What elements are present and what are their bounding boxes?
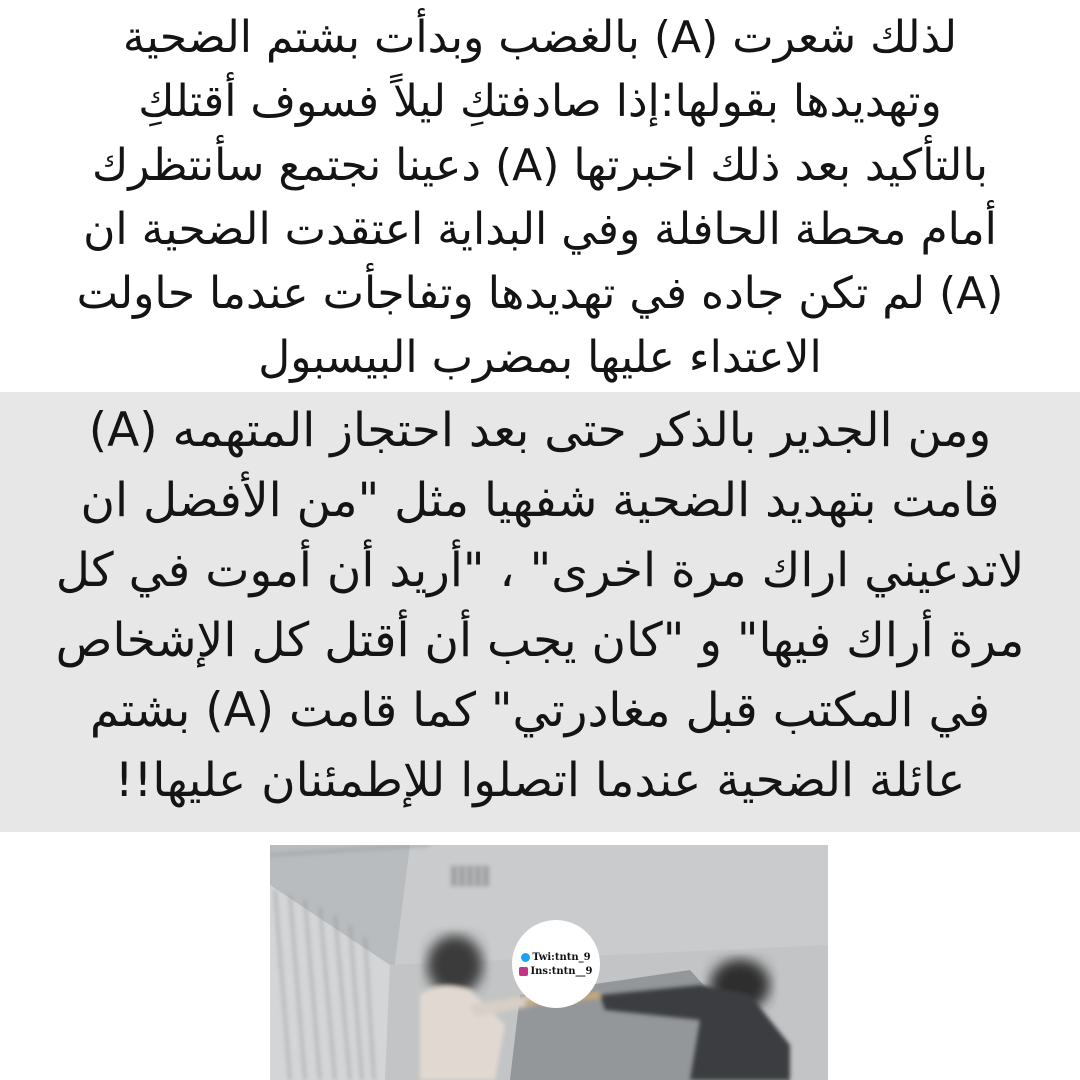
instagram-icon bbox=[519, 967, 528, 976]
top-text-block bbox=[0, 0, 1080, 392]
text-line: بالتأكيد بعد ذلك اخبرتها (A) دعينا نجتمع سأنتظرك bbox=[91, 140, 988, 191]
text-line: الاعتداء عليها بمضرب البيسبول bbox=[258, 332, 822, 383]
text-line: لذلك شعرت (A) بالغضب وبدأت بشتم الضحية bbox=[122, 12, 958, 63]
watermark-badge bbox=[512, 920, 600, 1008]
watermark-instagram-row bbox=[519, 964, 592, 978]
highlighted-text-block bbox=[0, 392, 1080, 832]
text-line: قامت بتهديد الضحية شفهيا مثل "من الأفضل ان bbox=[80, 473, 1000, 528]
text-line: مرة أراك فيها" و "كان يجب أن أقتل كل الإشخاص bbox=[55, 613, 1025, 668]
text-line: (A) لم تكن جاده في تهديدها وتفاجأت عندما حاولت bbox=[76, 268, 1004, 319]
text-line: وتهديدها بقولها:إذا صادفتكِ ليلاً فسوف أقتلكِ bbox=[138, 76, 942, 127]
text-line: أمام محطة الحافلة وفي البداية اعتقدت الضحية ان bbox=[83, 204, 997, 255]
instagram-handle: Ins:tntn__9 bbox=[530, 965, 593, 977]
text-line: لاتدعيني اراك مرة اخرى" ، "أريد أن أموت في كل bbox=[55, 543, 1025, 598]
text-line: ومن الجدير بالذكر حتى بعد احتجاز المتهمه (A) bbox=[88, 403, 992, 458]
watermark-twitter-row bbox=[521, 950, 590, 964]
twitter-handle: Twi:tntn_9 bbox=[532, 951, 591, 963]
text-line: عائلة الضحية عندما اتصلوا للإطمئنان عليها!! bbox=[114, 753, 966, 808]
text-line: في المكتب قبل مغادرتي" كما قامت (A) بشتم bbox=[89, 683, 991, 738]
twitter-icon bbox=[521, 953, 530, 962]
